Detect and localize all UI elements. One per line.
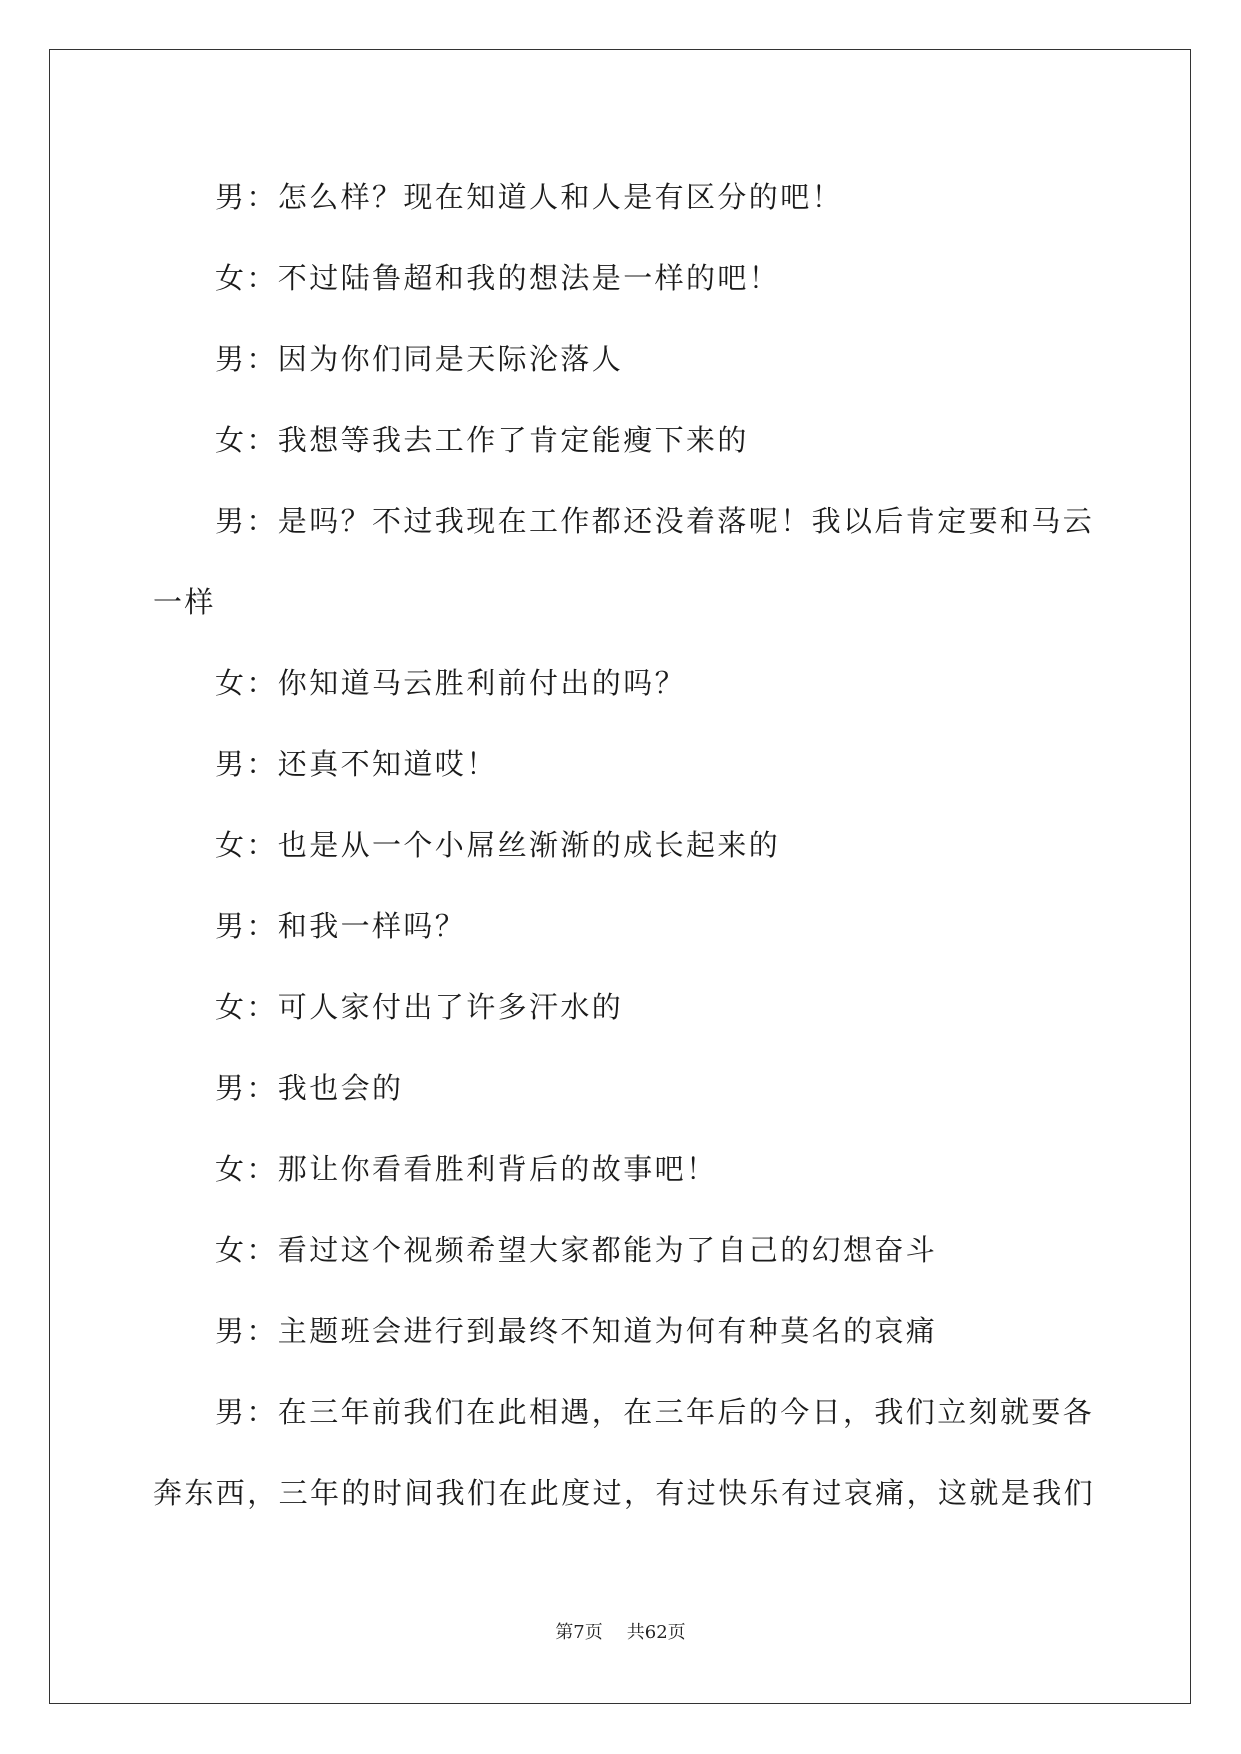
dialogue-line: 女：你知道马云胜利前付出的吗？ — [215, 666, 687, 700]
dialogue-line: 男：我也会的 — [215, 1071, 404, 1105]
page-footer — [0, 1618, 1241, 1644]
dialogue-line: 女：那让你看看胜利背后的故事吧！ — [215, 1152, 718, 1186]
dialogue-line: 女：可人家付出了许多汗水的 — [215, 990, 624, 1024]
dialogue-line: 男：和我一样吗？ — [215, 909, 467, 943]
dialogue-line: 女：我想等我去工作了肯定能瘦下来的 — [215, 423, 749, 457]
page-number: 第7页 — [555, 1622, 603, 1643]
dialogue-line: 男：怎么样？现在知道人和人是有区分的吧！ — [215, 180, 844, 214]
dialogue-line: 女：看过这个视频希望大家都能为了自己的幻想奋斗 — [215, 1233, 938, 1267]
dialogue-line: 女：不过陆鲁超和我的想法是一样的吧！ — [215, 261, 781, 295]
total-pages: 共62页 — [626, 1622, 686, 1643]
dialogue-line: 男：因为你们同是天际沦落人 — [215, 342, 624, 376]
dialogue-line: 男：主题班会进行到最终不知道为何有种莫名的哀痛 — [215, 1314, 938, 1348]
dialogue-line: 男：还真不知道哎！ — [215, 747, 498, 781]
dialogue-line: 男：在三年前我们在此相遇，在三年后的今日，我们立刻就要各奔东西，三年的时间我们在此度过，有过快乐有过哀痛，这就是我们 — [153, 1395, 1096, 1510]
dialogue-line: 男：是吗？不过我现在工作都还没着落呢！我以后肯定要和马云一样 — [153, 504, 1095, 619]
document-body — [153, 157, 1098, 1534]
dialogue-line: 女：也是从一个小屌丝渐渐的成长起来的 — [215, 828, 781, 862]
